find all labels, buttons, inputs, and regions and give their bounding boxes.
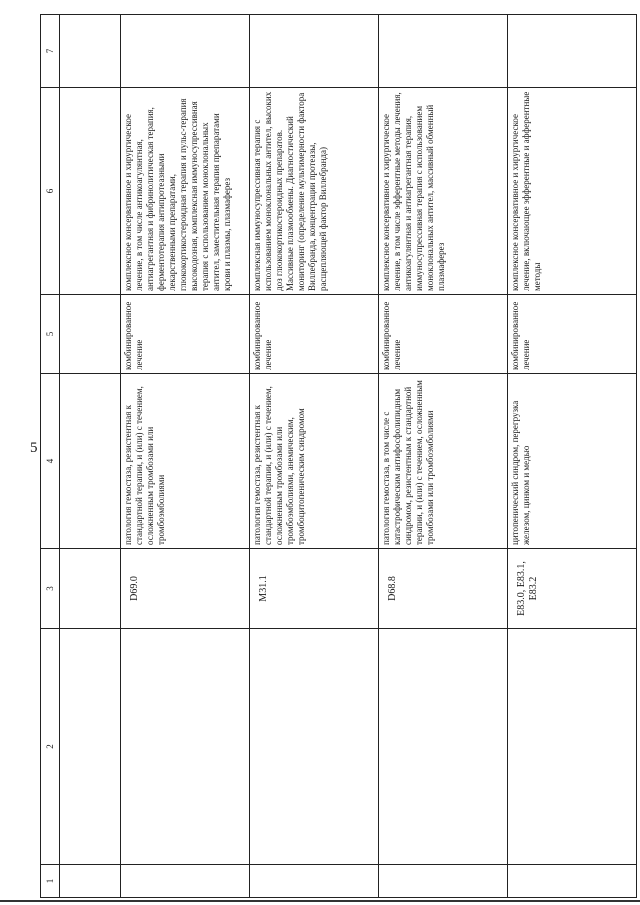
header-col-7: 7	[41, 15, 60, 88]
blank-cell	[379, 15, 508, 88]
diagnosis-code: D69.0	[121, 549, 250, 629]
blank-cell	[60, 374, 121, 549]
header-col-2: 2	[41, 629, 60, 865]
treatment-method: комплексная иммуносупрессивная терапия с использованием моноклональных антител, высоких доз глюкокортикостероидных препаратов. Массивные плазмообмены. Диагностический мониторинг (определение мультимерности фактора Виллебранда, концентрации протеазы, расщепляющей фактор Виллебранда)	[250, 88, 379, 295]
blank-cell	[121, 865, 250, 898]
treatment-method: комплексное консервативное и хирургическое лечение, в том числе эфферентные методы лечения, антикоагулянтная и антиагрегантная терапия, иммуносупрессивная терапия с использованием моноклональных антител, массивный обменный плазмаферез	[379, 88, 508, 295]
blank-cell	[60, 865, 121, 898]
rotated-table-container	[40, 15, 598, 898]
treatment-table	[40, 14, 637, 898]
blank-cell	[121, 629, 250, 865]
header-col-1: 1	[41, 865, 60, 898]
treatment-method: комплексное консервативное и хирургическое лечение, включающее эфферентные и афферентные методы	[508, 88, 637, 295]
patient-model: патология гемостаза, резистентная к стандартной терапии, и (или) с течением, осложненным тромбозами или тромбоэмболиями, анемическим, тромбоцитопеническим синдромом	[250, 374, 379, 549]
table-row	[250, 15, 379, 898]
blank-cell	[250, 865, 379, 898]
header-row	[41, 15, 60, 898]
header-col-6: 6	[41, 88, 60, 295]
blank-cell	[508, 15, 637, 88]
blank-cell	[60, 15, 121, 88]
header-col-3: 3	[41, 549, 60, 629]
treatment-type: комбинированное лечение	[121, 295, 250, 374]
header-col-4: 4	[41, 374, 60, 549]
diagnosis-code: E83.0, E83.1, E83.2	[508, 549, 637, 629]
patient-model: цитопенический синдром, перегрузка железом, цинком и медью	[508, 374, 637, 549]
blank-cell	[60, 629, 121, 865]
blank-cell	[508, 865, 637, 898]
diagnosis-code: D68.8	[379, 549, 508, 629]
blank-cell	[250, 15, 379, 88]
table-row	[508, 15, 637, 898]
diagnosis-code: M31.1	[250, 549, 379, 629]
bottom-rule	[0, 900, 640, 902]
blank-cell	[250, 629, 379, 865]
table-row	[121, 15, 250, 898]
blank-cell	[121, 15, 250, 88]
treatment-type: комбинированное лечение	[379, 295, 508, 374]
blank-cell	[60, 88, 121, 295]
table-row	[379, 15, 508, 898]
patient-model: патология гемостаза, в том числе с катастрофическим антифосфолипидным синдромом, резистентным к стандартной терапии, и (или) с течением, осложненным тромбозами или тромбоэмболиями	[379, 374, 508, 549]
blank-cell	[379, 865, 508, 898]
blank-cell	[60, 549, 121, 629]
header-col-5: 5	[41, 295, 60, 374]
blank-cell	[60, 295, 121, 374]
treatment-type: комбинированное лечение	[250, 295, 379, 374]
treatment-type: комбинированное лечение	[508, 295, 637, 374]
blank-cell	[379, 629, 508, 865]
blank-cell	[508, 629, 637, 865]
patient-model: патология гемостаза, резистентная к стандартной терапии, и (или) с течением, осложненным тромбозами или тромбоэмболиями	[121, 374, 250, 549]
treatment-method: комплексное консервативное и хирургическое лечение, в том числе антикоагулянтная, антиагрегантная и фибринолитическая терапия, ферментотерапия антипротеазными лекарственными препаратами, глюкокортикостероидная терапия и пульс-терапия высокодозная, комплексная иммуносупрессивная терапия с использованием моноклональных антител, заместительная терапия препаратами крови и плазмы, плазмаферез	[121, 88, 250, 295]
empty-row	[60, 15, 121, 898]
page-number: 5	[30, 440, 38, 456]
